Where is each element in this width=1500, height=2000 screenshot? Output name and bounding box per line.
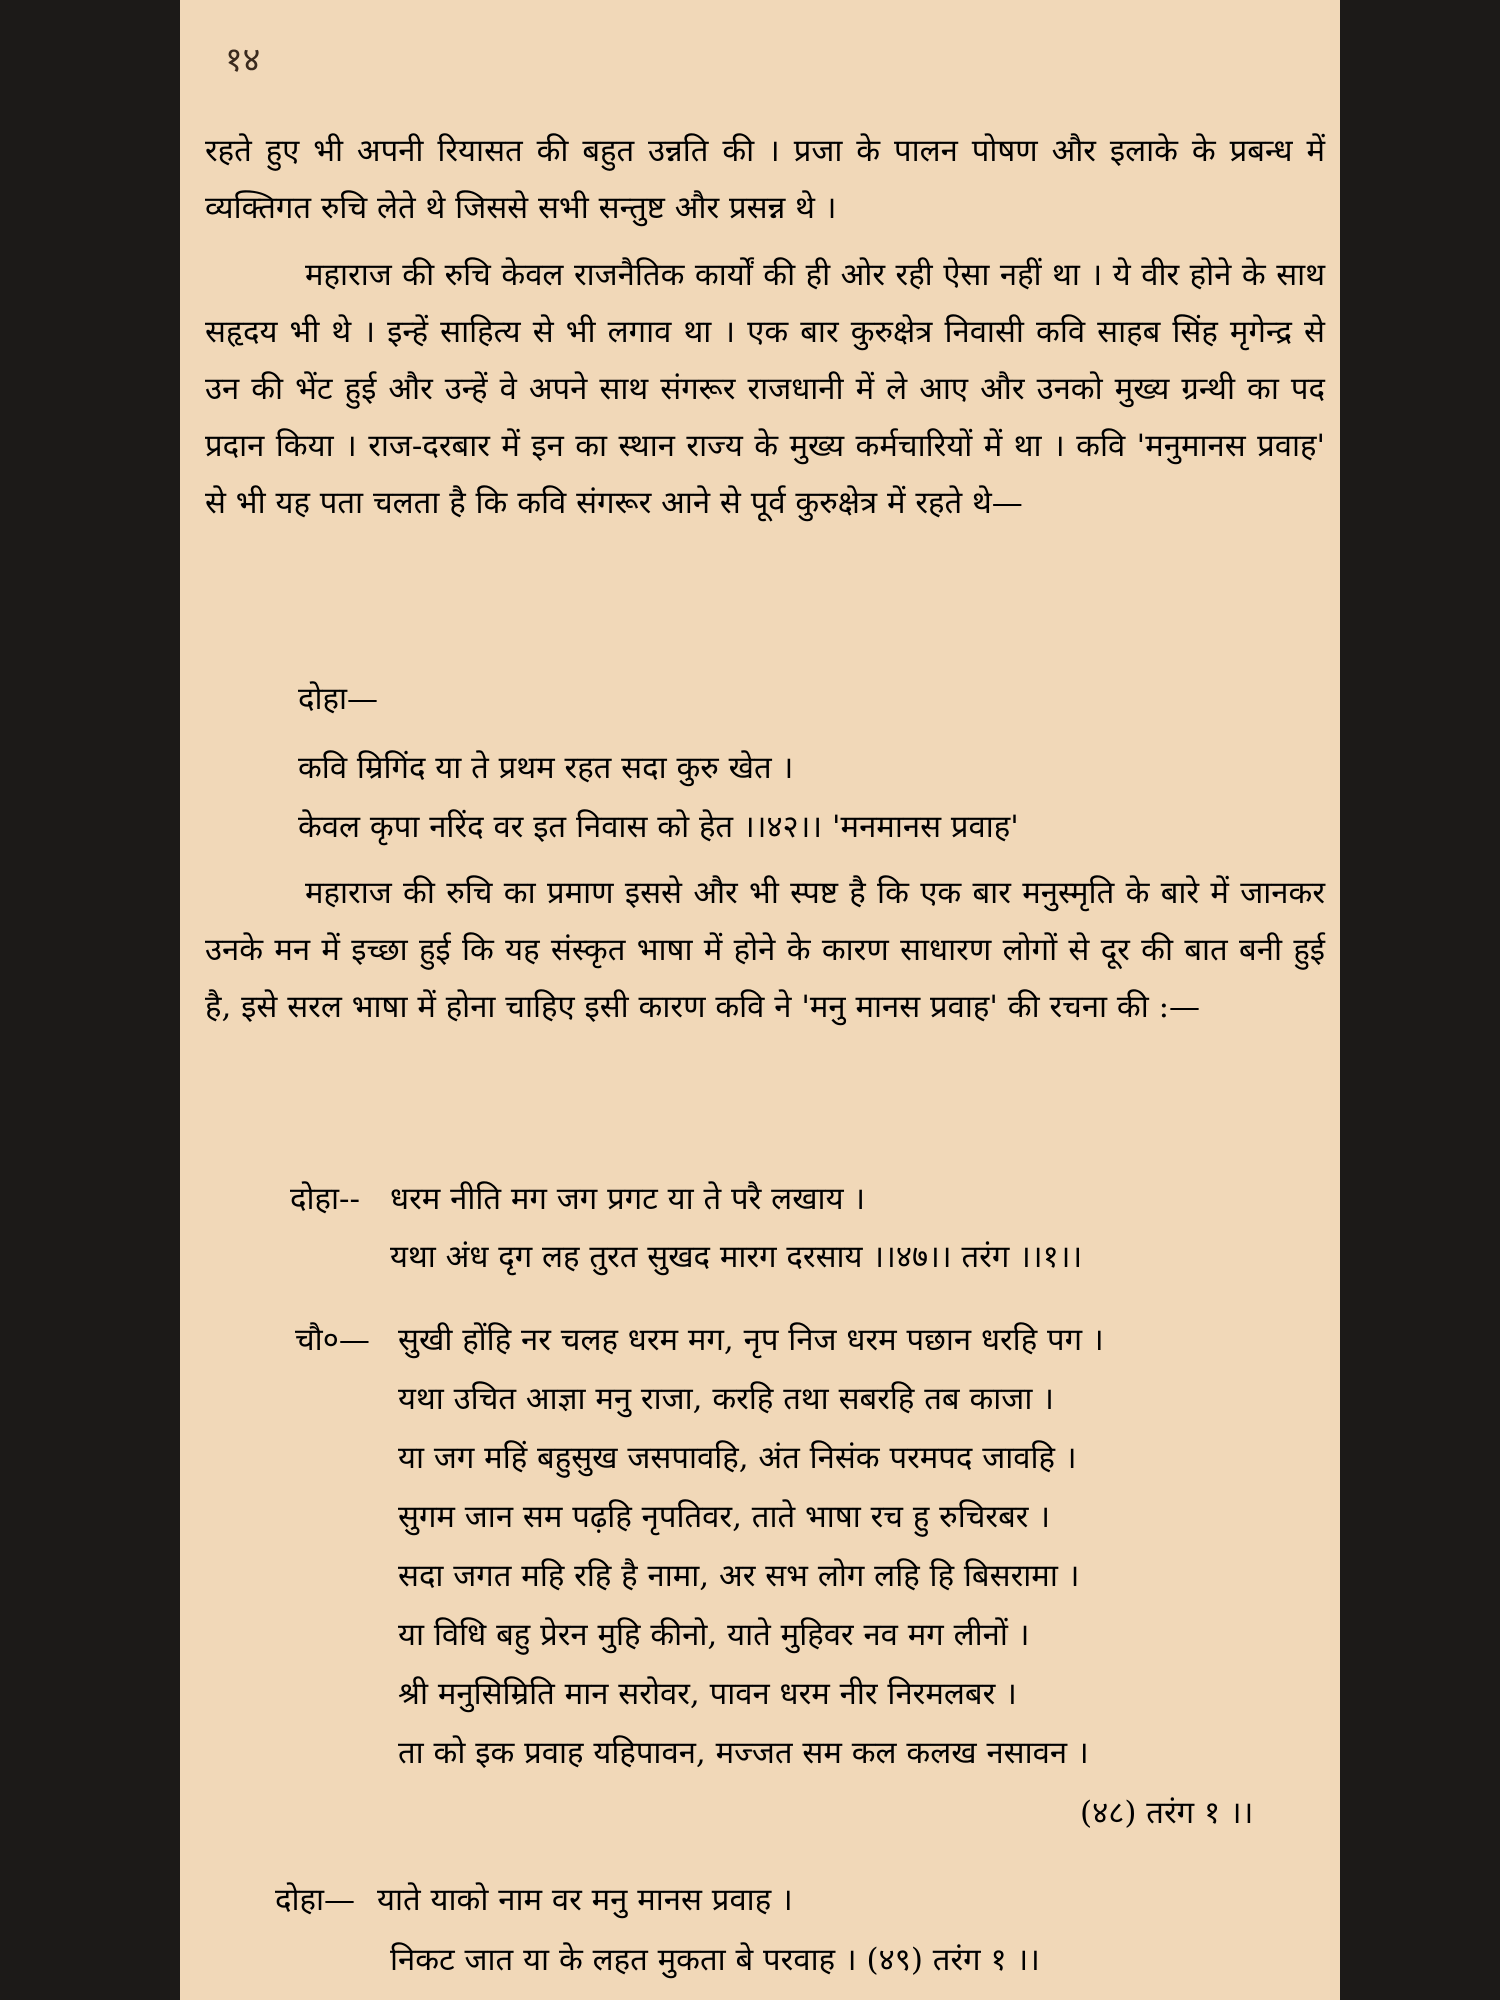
- chaupai-label: चौ०—: [295, 1322, 370, 1358]
- chaupai-line: या विधि बहु प्रेरन मुहि कीनो, याते मुहिवर नव मग लीनों ।: [398, 1617, 1030, 1653]
- doha-1-label: दोहा—: [298, 681, 378, 717]
- chaupai-line: सुगम जान सम पढ़हि नृपतिवर, ताते भाषा रच हु रुचिरबर ।: [398, 1499, 1051, 1535]
- paragraph-1: रहते हुए भी अपनी रियासत की बहुत उन्नति की । प्रजा के पालन पोषण और इलाके के प्रबन्ध में व्यक्तिगत रुचि लेते थे जिससे सभी सन्तुष्ट और प्रसन्न थे ।: [205, 133, 1325, 226]
- doha-3-line-1: याते याको नाम वर मनु मानस प्रवाह ।: [377, 1882, 793, 1918]
- doha-2-label: दोहा--: [290, 1181, 360, 1217]
- chaupai-line: यथा उचित आज्ञा मनु राजा, करहि तथा सबरहि तब काजा ।: [398, 1381, 1054, 1417]
- paragraph-3: महाराज की रुचि का प्रमाण इससे और भी स्पष्ट है कि एक बार मनुस्मृति के बारे में जानकर उनके मन में इच्छा हुई कि यह संस्कृत भाषा में होने के कारण साधारण लोगों से दूर की बात बनी हुई है, इसे सरल भाषा में होना चाहिए इसी कारण कवि ने 'मनु मानस प्रवाह' की रचना की :—: [205, 875, 1325, 1025]
- doha-2-line-1: धरम नीति मग जग प्रगट या ते परै लखाय ।: [390, 1181, 866, 1217]
- chaupai-line: श्री मनुसिम्रिति मान सरोवर, पावन धरम नीर निरमलबर ।: [398, 1676, 1017, 1712]
- doha-1-line-1: कवि म्रिगिंद या ते प्रथम रहत सदा कुरु खेत ।: [298, 750, 794, 786]
- doha-1-line-2: केवल कृपा नरिंद वर इत निवास को हेत ।।४२।। 'मनमानस प्रवाह': [298, 809, 1019, 845]
- chaupai-reference: (४८) तरंग १ ।।: [1080, 1795, 1254, 1831]
- page-number: १४: [225, 40, 261, 80]
- chaupai-line: सुखी होंहि नर चलह धरम मग, नृप निज धरम पछान धरहि पग ।: [398, 1322, 1104, 1358]
- doha-2-line-2: यथा अंध दृग लह तुरत सुखद मारग दरसाय ।।४७।। तरंग ।।१।।: [390, 1239, 1083, 1275]
- doha-3-line-2: निकट जात या के लहत मुकता बे परवाह । (४९) तरंग १ ।।: [390, 1942, 1040, 1978]
- doha-3-label: दोहा—: [275, 1882, 355, 1918]
- chaupai-line: सदा जगत महि रहि है नामा, अर सभ लोग लहि हि बिसरामा ।: [398, 1558, 1080, 1594]
- chaupai-line: या जग महिं बहुसुख जसपावहि, अंत निसंक परमपद जावहि ।: [398, 1440, 1077, 1476]
- paragraph-2: महाराज की रुचि केवल राजनैतिक कार्यों की ही ओर रही ऐसा नहीं था । ये वीर होने के साथ सहृदय भी थे । इन्हें साहित्य से भी लगाव था । एक बार कुरुक्षेत्र निवासी कवि साहब सिंह मृगेन्द्र से उन की भेंट हुई और उन्हें वे अपने साथ संगरूर राजधानी में ले आए और उनको मुख्य ग्रन्थी का पद प्रदान किया । राज-दरबार में इन का स्थान राज्य के मुख्य कर्मचारियों में था । कवि 'मनुमानस प्रवाह' से भी यह पता चलता है कि कवि संगरूर आने से पूर्व कुरुक्षेत्र में रहते थे—: [205, 257, 1325, 521]
- chaupai-line: ता को इक प्रवाह यहिपावन, मज्जत सम कल कलख नसावन ।: [398, 1735, 1089, 1771]
